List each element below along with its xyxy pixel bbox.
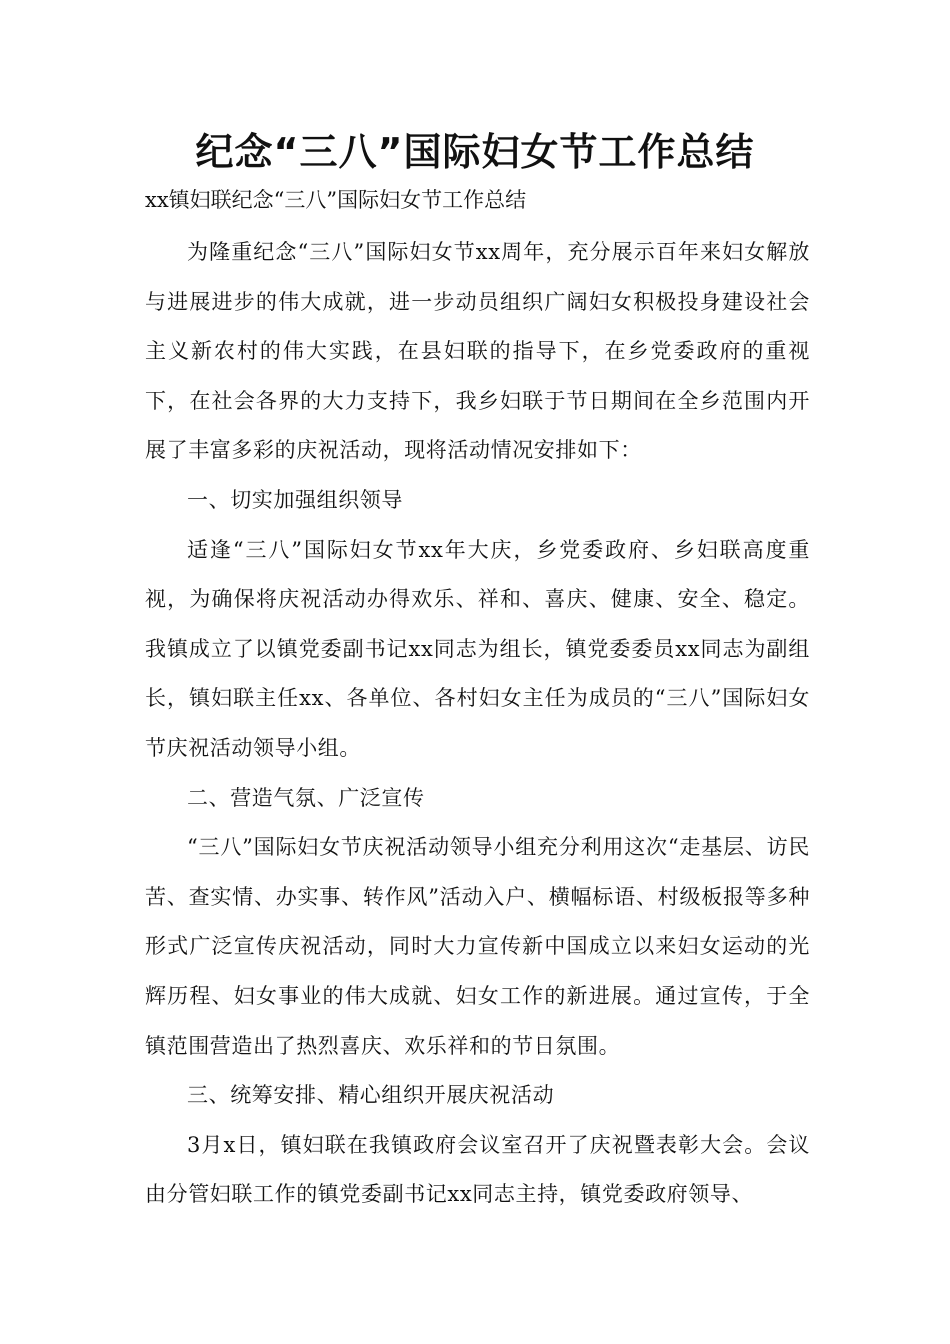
document-body [145, 228, 810, 1220]
paragraph-section-1: 适逢“三八”国际妇女节xx年大庆，乡党委政府、乡妇联高度重视，为确保将庆祝活动办得欢乐、祥和、喜庆、健康、安全、稳定。我镇成立了以镇党委副书记xx同志为组长，镇党委委员xx同志为副组长，镇妇联主任xx、各单位、各村妇女主任为成员的“三八”国际妇女节庆祝活动领导小组。 [145, 537, 810, 760]
section-heading-2: 二、营造气氛、广泛宣传 [187, 785, 425, 810]
paragraph-intro: 为隆重纪念“三八”国际妇女节xx周年，充分展示百年来妇女解放与进展进步的伟大成就，进一步动员组织广阔妇女积极投身建设社会主义新农村的伟大实践，在县妇联的指导下，在乡党委政府的重视下，在社会各界的大力支持下，我乡妇联于节日期间在全乡范围内开展了丰富多彩的庆祝活动，现将活动情况安排如下： [145, 240, 810, 463]
paragraph-section-2: “三八”国际妇女节庆祝活动领导小组充分利用这次“走基层、访民苦、查实情、办实事、转作风”活动入户、横幅标语、村级板报等多种形式广泛宣传庆祝活动，同时大力宣传新中国成立以来妇女运动的光辉历程、妇女事业的伟大成就、妇女工作的新进展。通过宣传，于全镇范围营造出了热烈喜庆、欢乐祥和的节日氛围。 [145, 835, 810, 1058]
document-title: 纪念“三八”国际妇女节工作总结 [195, 130, 755, 174]
paragraph-section-3: 3月x日，镇妇联在我镇政府会议室召开了庆祝暨表彰大会。会议由分管妇联工作的镇党委副书记xx同志主持，镇党委政府领导、 [145, 1132, 810, 1207]
document-subtitle: xx镇妇联纪念“三八”国际妇女节工作总结 [145, 188, 527, 212]
section-heading-1: 一、切实加强组织领导 [187, 487, 403, 512]
section-heading-3: 三、统筹安排、精心组织开展庆祝活动 [187, 1083, 555, 1108]
